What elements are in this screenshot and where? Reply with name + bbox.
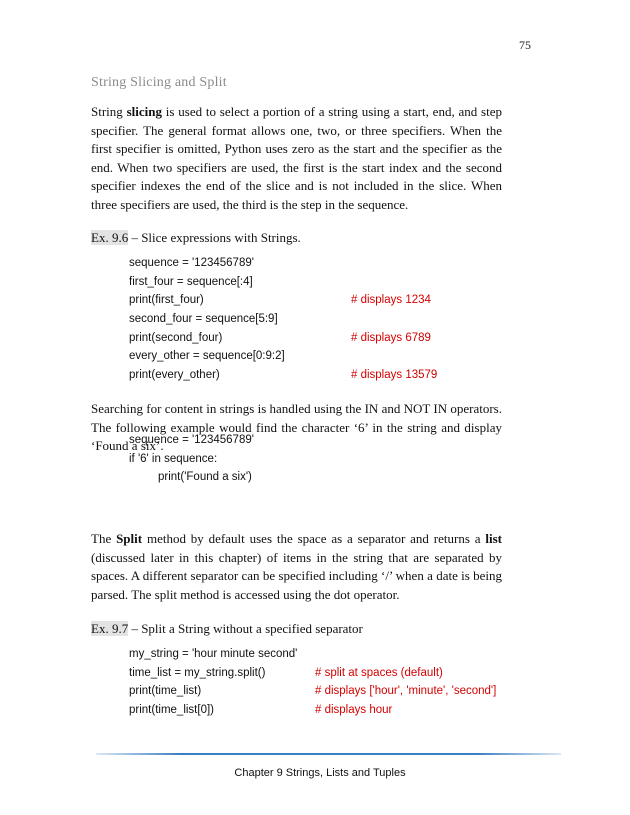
section-title: String Slicing and Split (91, 75, 227, 90)
code-line: print(first_four) # displays 1234 (129, 294, 431, 307)
search-paragraph: Searching for content in strings is handled using the IN and NOT IN operators. The following example would find the character ‘6’ in the string and display ‘Found a six’. (91, 401, 502, 454)
footer-chapter-title: Chapter 9 Strings, Lists and Tuples (234, 767, 406, 779)
code-line: second_four = sequence[5:9] (129, 313, 278, 326)
example-9-6-caption: Ex. 9.6 – Slice expressions with Strings. (91, 230, 301, 245)
code-line: sequence = '123456789' (129, 434, 254, 446)
footer-rule (96, 753, 561, 755)
example-9-6-code (129, 257, 438, 388)
code-line: first_four = sequence[:4] (129, 275, 253, 288)
example-9-7-caption: Ex. 9.7 – Split a String without a specified separator (91, 621, 363, 636)
example-9-7-code (129, 648, 497, 723)
code-line: every_other = sequence[0:9:2] (129, 350, 285, 363)
code-line: if '6' in sequence: (129, 452, 218, 465)
code-line: print(second_four) # displays 6789 (129, 331, 431, 344)
split-paragraph: The Split method by default uses the space as a separator and returns a list (discussed later in this chapter) of items in the string that are separated by spaces. A different separator can be specified including ‘/’ when a date is being parsed. The split method is accessed using the dot operator. (91, 531, 502, 602)
code-line: print('Found a six') (158, 471, 252, 484)
page-number: 75 (519, 38, 531, 52)
code-line: my_string = 'hour minute second' (129, 648, 298, 660)
code-line: time_list = my_string.split() # split at spaces (default) (129, 666, 443, 679)
search-code (129, 434, 254, 490)
code-line: print(time_list[0]) # displays hour (129, 704, 393, 717)
intro-paragraph: String slicing is used to select a portion of a string using a start, end, and step specifier. The general format allows one, two, or three specifiers. When the first specifier is omitted, Python uses zero as the start and the specifier as the end. When two specifiers are used, the first is the start index and the second specifier indexes the end of the slice and is not included in the slice. When three specifiers are used, the third is the step in the sequence. (91, 104, 502, 212)
code-line: print(time_list) # displays ['hour', 'minute', 'second'] (129, 685, 497, 698)
code-line: print(every_other) # displays 13579 (129, 369, 438, 382)
code-line: sequence = '123456789' (129, 257, 254, 269)
